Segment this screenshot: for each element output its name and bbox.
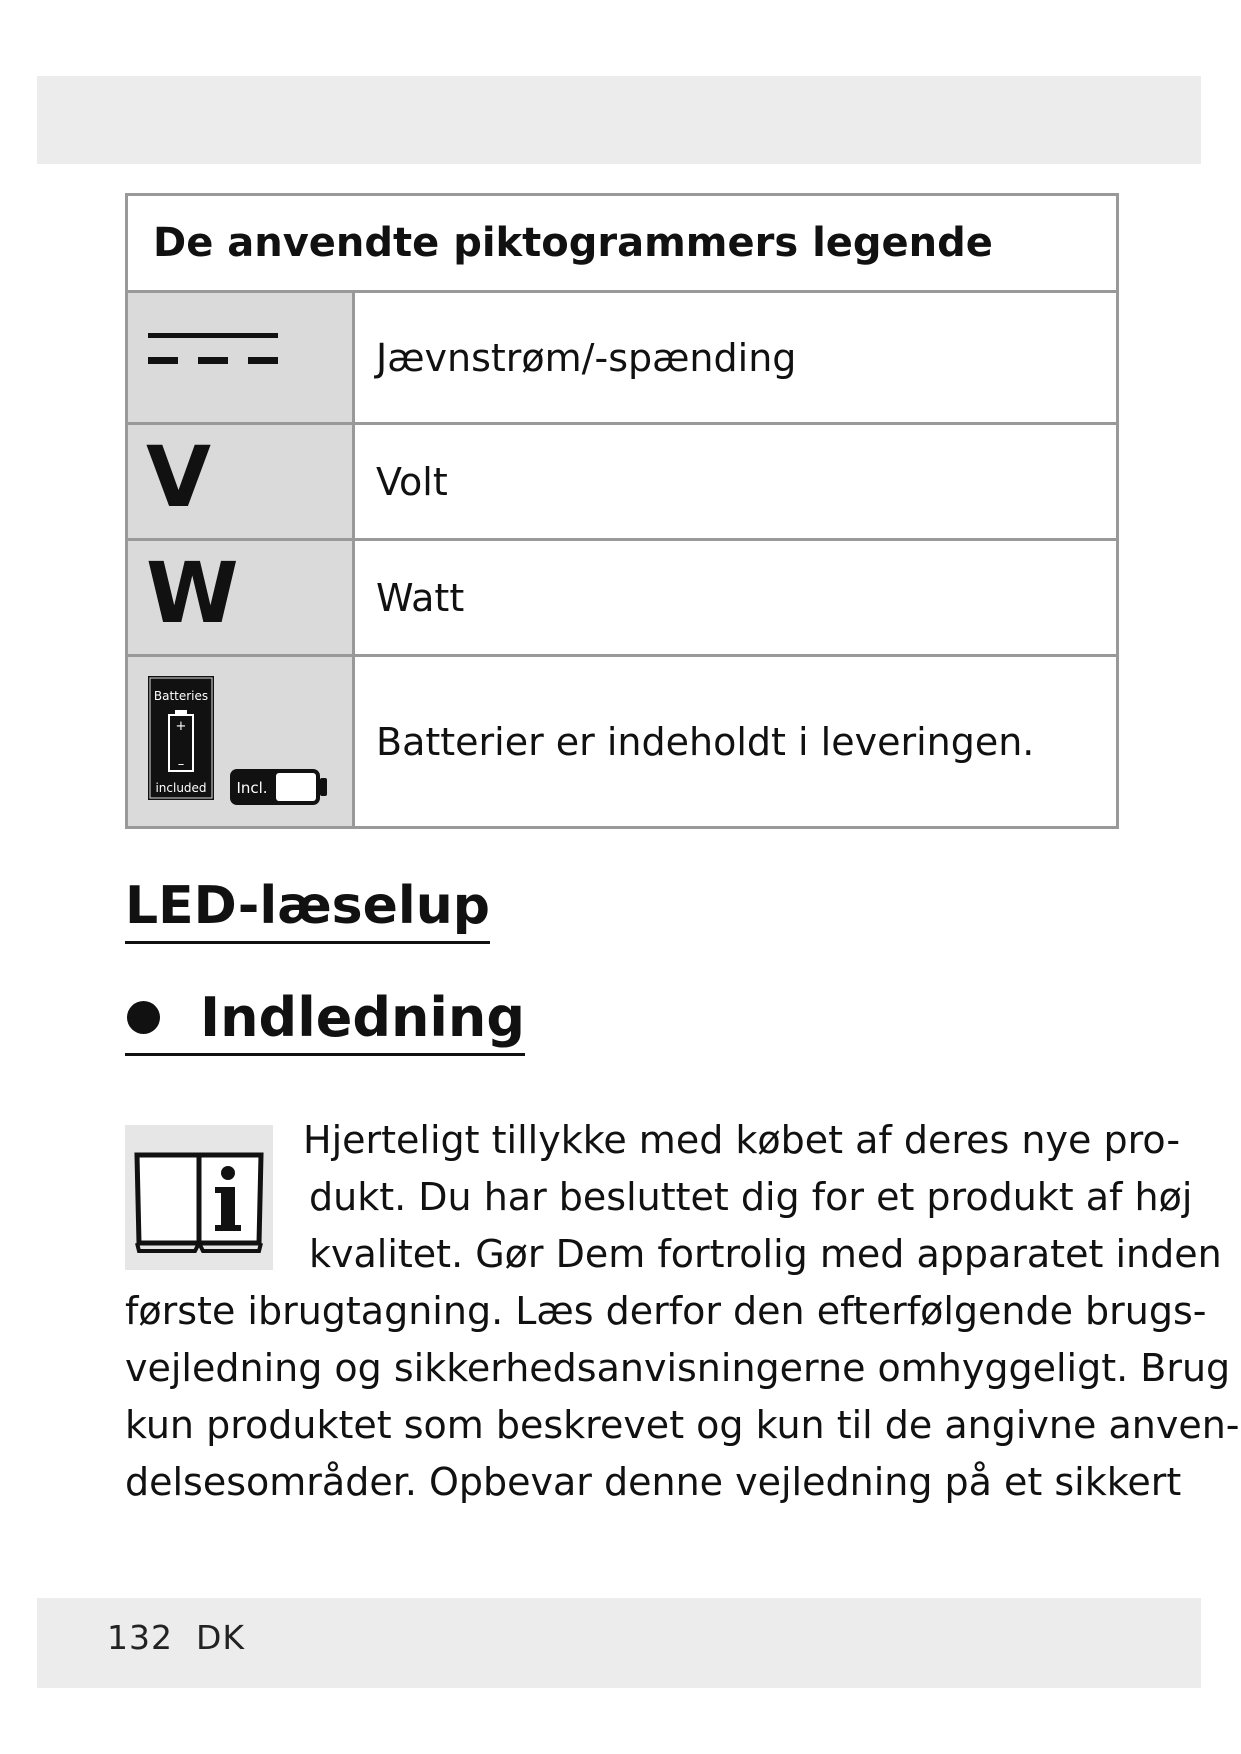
badge-incl-text: Incl. (236, 779, 268, 797)
legend-label-watt: Watt (376, 575, 465, 620)
intro-line-1: Hjerteligt tillykke med købet af deres nye pro- (303, 1118, 1181, 1162)
batteries-included-icon (128, 657, 355, 826)
subsection-title (125, 988, 525, 1056)
badge-top-text: Batteries (153, 689, 209, 703)
dc-current-icon (128, 293, 355, 422)
intro-line-2: dukt. Du har besluttet dig for et produkt af høj (309, 1175, 1193, 1219)
watt-symbol: W (146, 544, 239, 642)
legend-row-watt (128, 541, 1116, 657)
subsection-title-text: Indledning (200, 986, 526, 1049)
volt-icon (128, 425, 355, 538)
intro-line-7: delsesområder. Opbevar denne vejledning på et sikkert (125, 1460, 1182, 1504)
page-number: 132 DK (107, 1618, 246, 1657)
pictogram-legend-table (125, 193, 1119, 829)
bullet-icon (127, 1001, 160, 1034)
header-band (37, 76, 1201, 164)
intro-line-3: kvalitet. Gør Dem fortrolig med apparatet inden (309, 1232, 1222, 1276)
intro-line-4: første ibrugtagning. Læs derfor den efterfølgende brugs- (125, 1289, 1207, 1333)
watt-icon (128, 541, 355, 654)
legend-label-dc: Jævnstrøm/-spænding (376, 335, 797, 380)
svg-text:–: – (177, 757, 185, 772)
intro-line-5: vejledning og sikkerhedsanvisningerne omhyggeligt. Brug (125, 1346, 1231, 1390)
legend-title: De anvendte piktogrammers legende (128, 196, 1116, 293)
intro-line-6: kun produktet som beskrevet og kun til de angivne anven- (125, 1403, 1240, 1447)
badge-bottom-text: included (155, 781, 207, 795)
section-title: LED-læselup (125, 878, 490, 944)
read-manual-info-icon (125, 1125, 273, 1270)
volt-symbol: V (146, 428, 212, 526)
legend-row-volt (128, 425, 1116, 541)
legend-row-batteries (128, 657, 1116, 826)
legend-row-dc (128, 293, 1116, 425)
svg-text:+: + (175, 719, 187, 734)
legend-label-batteries: Batterier er indeholdt i leveringen. (376, 719, 1035, 764)
legend-label-volt: Volt (376, 459, 448, 504)
